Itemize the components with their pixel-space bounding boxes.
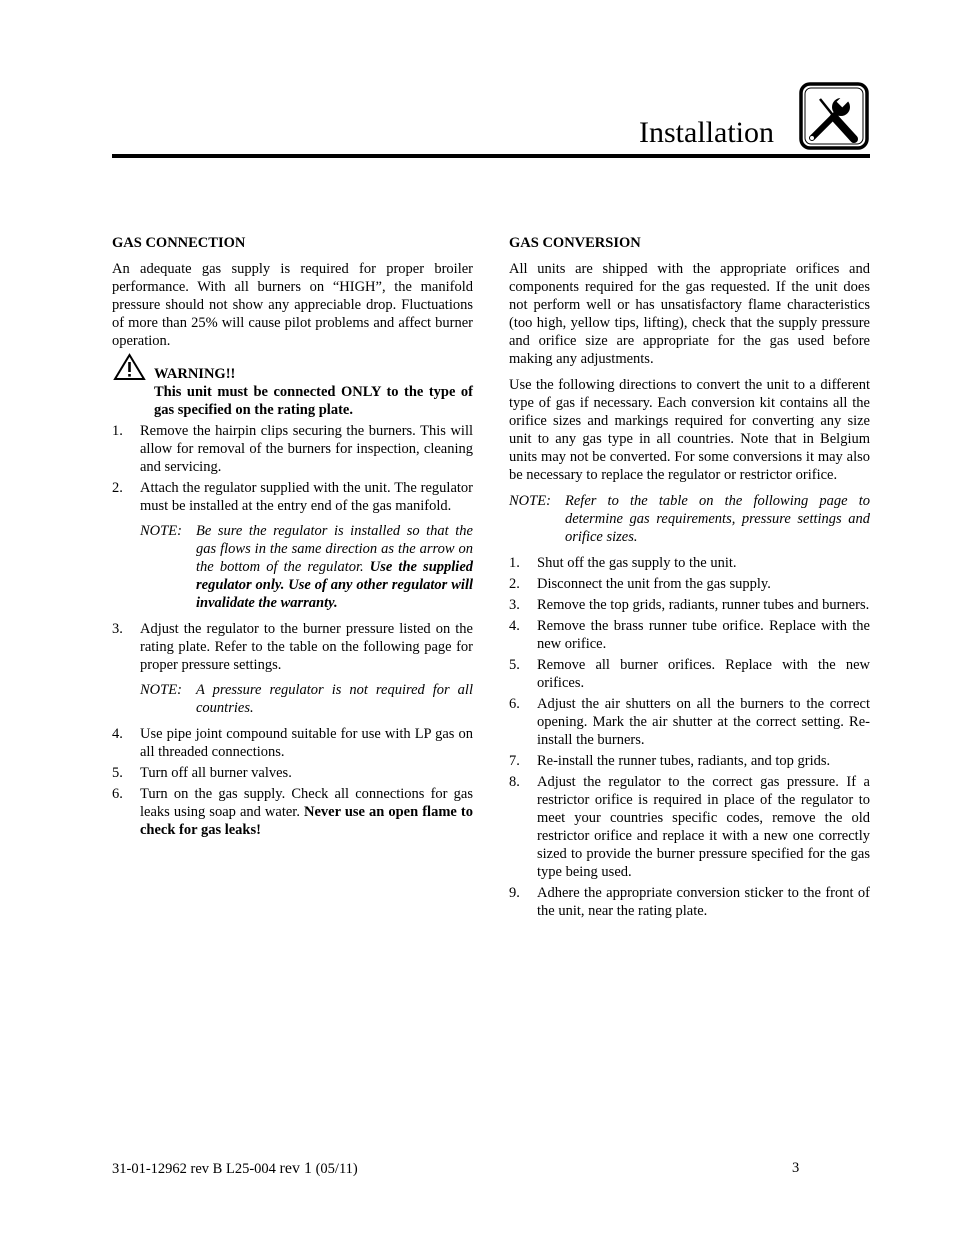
list-item [509, 884, 870, 920]
note-text: Refer to the table on the following page to determine gas requirements, pressure settings and orifice sizes. [565, 493, 870, 545]
step-text: Turn off all burner valves. [140, 765, 292, 781]
step-number: 3. [509, 597, 520, 613]
step-emphasis: Never use an open flame to check for gas leaks! [140, 804, 473, 838]
gas-connection-section [112, 234, 473, 842]
list-item [112, 422, 473, 476]
step-number: 5. [509, 657, 520, 673]
step-number: 3. [112, 621, 123, 637]
doc-number: 31-01-12962 rev B L25-004 [112, 1161, 280, 1177]
step-text: Adjust the regulator to the burner pressure listed on the rating plate. Refer to the table on the following page for proper pressure settings. [140, 621, 473, 673]
wrench-screwdriver-icon [798, 81, 870, 151]
step-text: Attach the regulator supplied with the unit. The regulator must be installed at the entry end of the gas manifold. [140, 480, 473, 514]
step-text: Remove the brass runner tube orifice. Replace with the new orifice. [537, 618, 870, 652]
warning-triangle-icon [113, 353, 146, 381]
gas-conversion-section [509, 234, 870, 923]
regulator-note [140, 522, 473, 612]
step-number: 8. [509, 774, 520, 790]
header-rule [112, 154, 870, 158]
conversion-note [509, 492, 870, 546]
step-number: 6. [112, 786, 123, 802]
list-item [509, 695, 870, 749]
list-item [509, 773, 870, 881]
list-item [112, 764, 473, 782]
list-item [112, 725, 473, 761]
doc-date: (05/11) [311, 1161, 358, 1177]
section-heading: GAS CONVERSION [509, 235, 641, 251]
warning-text: This unit must be connected ONLY to the type of gas specified on the rating plate. [154, 384, 473, 418]
step-text: Adjust the regulator to the correct gas pressure. If a restrictor orifice is required in place of the regulator to meet your countries specific codes, remove the old restrictor orifice and replace it with a new one correctly sized to provide the burner pressure specified for the gas type being used. [537, 774, 870, 880]
connection-steps-final [112, 725, 473, 839]
step-text: Remove all burner orifices. Replace with the new orifices. [537, 657, 870, 691]
intro-paragraph: An adequate gas supply is required for proper broiler performance. With all burners on “HIGH”, the manifold pressure should not show any appreciable drop. Fluctuations of more than 25% will cause pilot problems and affect burner operation. [112, 261, 473, 349]
step-text: Remove the hairpin clips securing the burners. This will allow for removal of the burners for inspection, cleaning and servicing. [140, 423, 473, 475]
note-emphasis: Use the supplied regulator only. Use of any other regulator will invalidate the warranty. [196, 559, 473, 611]
step-number: 9. [509, 885, 520, 901]
list-item [509, 617, 870, 653]
step-number: 2. [509, 576, 520, 592]
list-item [509, 596, 870, 614]
paragraph: All units are shipped with the appropriate orifices and components required for the gas requested. If the unit does not perform well or has unsatisfactory flame characteristics (too high, yellow tips, lifting), check that the supply pressure and orifice size are appropriate for the gas used before making any adjustments. [509, 261, 870, 367]
page-title: Installation [639, 116, 774, 149]
note-label: NOTE: [509, 493, 551, 509]
list-item [112, 785, 473, 839]
warning-title: WARNING!! [154, 366, 236, 382]
step-text: Adjust the air shutters on all the burners to the correct opening. Mark the air shutter at the correct setting. Re-install the burners. [537, 696, 870, 748]
list-item [509, 575, 870, 593]
paragraph: Use the following directions to convert the unit to a different type of gas if necessary. Each conversion kit contains all the orifice sizes and markings required for converting any size unit to any gas type in all countries. Note that in Belgium units may not be converted. For some conversions it may also be necessary to replace the regulator or restrictor orifice. [509, 377, 870, 483]
step-text: Remove the top grids, radiants, runner tubes and burners. [537, 597, 870, 613]
step-number: 5. [112, 765, 123, 781]
step-number: 6. [509, 696, 520, 712]
step-text: Disconnect the unit from the gas supply. [537, 576, 771, 592]
step-text: Shut off the gas supply to the unit. [537, 555, 737, 571]
note-text: Be sure the regulator is installed so that the gas flows in the same direction as the arrow on the bottom of the regulator. [196, 523, 473, 575]
pressure-regulator-note [140, 681, 473, 717]
section-heading: GAS CONNECTION [112, 235, 246, 251]
list-item [509, 554, 870, 572]
note-text: A pressure regulator is not required for all countries. [196, 682, 473, 716]
note-label: NOTE: [140, 523, 182, 539]
revision: rev 1 [279, 1160, 312, 1177]
page-number: 3 [792, 1160, 800, 1176]
step-number: 2. [112, 480, 123, 496]
step-text: Turn on the gas supply. Check all connections for gas leaks using soap and water. [140, 786, 473, 820]
step-text: Use pipe joint compound suitable for use with LP gas on all threaded connections. [140, 726, 473, 760]
list-item [509, 752, 870, 770]
list-item [112, 620, 473, 674]
connection-steps-continued [112, 620, 473, 674]
connection-steps [112, 422, 473, 515]
step-number: 4. [509, 618, 520, 634]
note-label: NOTE: [140, 682, 182, 698]
step-number: 1. [112, 423, 123, 439]
warning-block [112, 365, 473, 419]
step-number: 4. [112, 726, 123, 742]
footer-doc-info [112, 1160, 358, 1178]
list-item [509, 656, 870, 692]
step-text: Re-install the runner tubes, radiants, and top grids. [537, 753, 831, 769]
list-item [112, 479, 473, 515]
conversion-steps [509, 554, 870, 920]
step-number: 7. [509, 753, 520, 769]
step-number: 1. [509, 555, 520, 571]
step-text: Adhere the appropriate conversion sticker to the front of the unit, near the rating plate. [537, 885, 870, 919]
